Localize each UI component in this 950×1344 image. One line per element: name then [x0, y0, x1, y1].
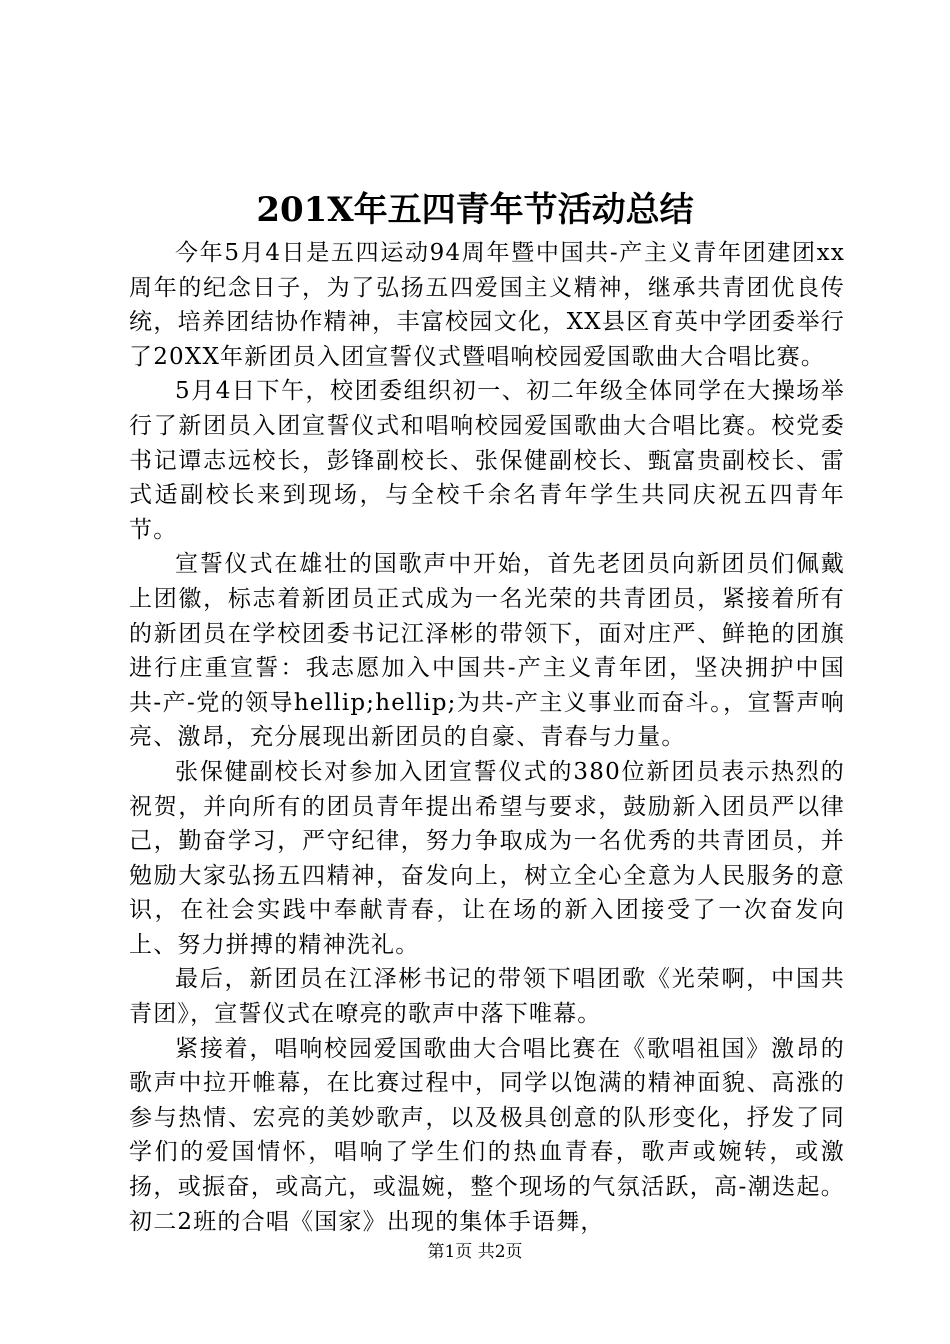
paragraph-1: 今年5月4日是五四运动94周年暨中国共-产主义青年团建团xx周年的纪念日子，为了弘扬五四爱国主义精神，继承共青团优良传统，培养团结协作精神，丰富校园文化，XX县区育英中学团委举行了20XX年新团员入团宣誓仪式暨唱响校园爱国歌曲大合唱比赛。 — [129, 240, 845, 370]
paragraph-4: 张保健副校长对参加入团宣誓仪式的380位新团员表示热烈的祝贺，并向所有的团员青年提出希望与要求，鼓励新入团员严以律己，勤奋学习，严守纪律，努力争取成为一名优秀的共青团员，并勉励大家弘扬五四精神，奋发向上，树立全心全意为人民服务的意识，在社会实践中奉献青春，让在场的新入团接受了一次奋发向上、努力拼搏的精神洗礼。 — [129, 758, 845, 958]
paragraph-2: 5月4日下午，校团委组织初一、初二年级全体同学在大操场举行了新团员入团宣誓仪式和唱响校园爱国歌曲大合唱比赛。校党委书记谭志远校长，彭锋副校长、张保健副校长、甄富贵副校长、雷式适副校长来到现场，与全校千余名青年学生共同庆祝五四青年节。 — [129, 378, 845, 543]
paragraph-5: 最后，新团员在江泽彬书记的带领下唱团歌《光荣啊，中国共青团》，宣誓仪式在嘹亮的歌声中落下唯幕。 — [129, 966, 845, 1028]
document-title: 201X年五四青年节活动总结 — [256, 190, 694, 230]
paragraph-3: 宣誓仪式在雄壮的国歌声中开始，首先老团员向新团员们佩戴上团徽，标志着新团员正式成为一名光荣的共青团员，紧接着所有的新团员在学校团委书记江泽彬的带领下，面对庄严、鲜艳的团旗进行庄重宣誓：我志愿加入中国共-产主义青年团，坚决拥护中国共-产-党的领导hellip;hellip;为共-产主义事业而奋斗。，宣誓声响亮、激昂，充分展现出新团员的自豪、青春与力量。 — [129, 551, 845, 751]
document-body — [129, 236, 845, 1239]
paragraph-6: 紧接着，唱响校园爱国歌曲大合唱比赛在《歌唱祖国》激昂的歌声中拉开帷幕，在比赛过程中，同学以饱满的精神面貌、高涨的参与热情、宏亮的美妙歌声，以及极具创意的队形变化，抒发了同学们的爱国情怀，唱响了学生们的热血青春，歌声或婉转，或激扬，或振奋，或高亢，或温婉，整个现场的气氛活跃，高-潮迭起。初二2班的合唱《国家》出现的集体手语舞， — [129, 1035, 845, 1235]
page-footer: 第1页 共2页 — [427, 1242, 523, 1262]
